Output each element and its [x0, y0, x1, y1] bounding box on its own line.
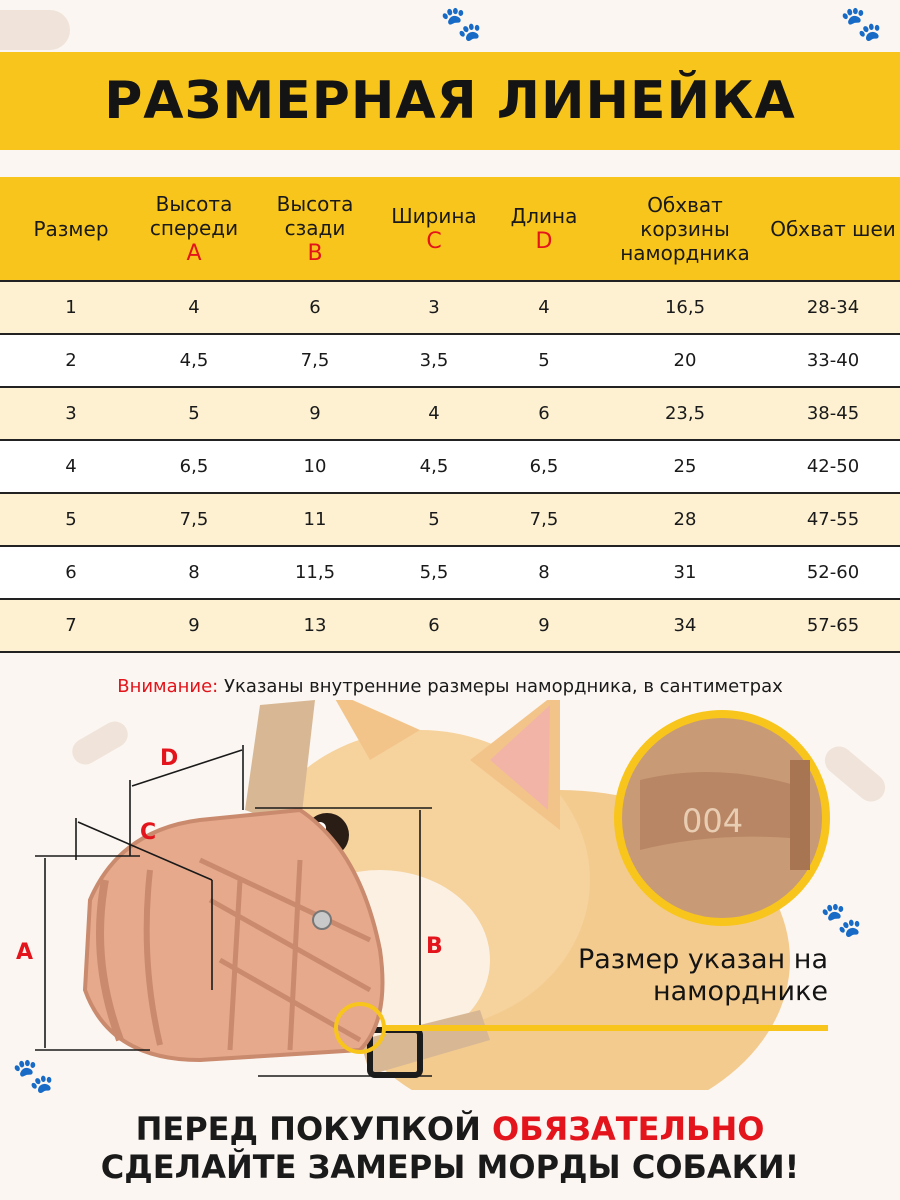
column-header-label: Ширина [391, 203, 477, 228]
table-cell: 6 [384, 599, 484, 652]
bone-icon [0, 10, 70, 50]
column-header [384, 177, 484, 281]
size-location-caption [578, 944, 828, 1008]
muzzle-diagram [0, 700, 900, 1090]
footer-line2: СДЕЛАЙТЕ ЗАМЕРЫ МОРДЫ СОБАКИ! [100, 1148, 800, 1186]
table-cell: 7 [0, 599, 142, 652]
table-cell: 4 [484, 281, 604, 334]
table-cell: 3 [384, 281, 484, 334]
footer-line1-start: ПЕРЕД ПОКУПКОЙ [135, 1110, 481, 1148]
column-header-label: Высота спереди [149, 191, 239, 240]
table-cell: 52-60 [766, 546, 900, 599]
size-caption-line2: наморднике [652, 976, 828, 1007]
column-header-letter: C [426, 228, 442, 254]
title-banner [0, 52, 900, 150]
table-cell: 34 [604, 599, 766, 652]
column-header-letter: D [535, 228, 553, 254]
paw-print-icon: 🐾 [820, 900, 863, 940]
table-row [0, 493, 900, 546]
column-header [0, 177, 142, 281]
page-title: РАЗМЕРНАЯ ЛИНЕЙКА [104, 71, 796, 131]
table-cell: 28 [604, 493, 766, 546]
table-cell: 16,5 [604, 281, 766, 334]
dimension-label-a: A [16, 940, 34, 965]
table-cell: 6,5 [142, 440, 246, 493]
table-header-row [0, 177, 900, 281]
table-cell: 10 [246, 440, 384, 493]
measure-reminder [0, 1110, 900, 1186]
table-cell: 1 [0, 281, 142, 334]
notice-text: Указаны внутренние размеры намордника, в сантиметрах [223, 676, 783, 697]
table-cell: 5 [384, 493, 484, 546]
table-cell: 5 [484, 334, 604, 387]
paw-print-icon: 🐾 [440, 4, 483, 44]
column-header-label: Размер [33, 216, 109, 241]
table-body [0, 281, 900, 652]
table-cell: 4,5 [384, 440, 484, 493]
table-row [0, 440, 900, 493]
table-cell: 9 [484, 599, 604, 652]
table-cell: 6 [484, 387, 604, 440]
column-header-label: Длина [510, 203, 578, 228]
column-header [246, 177, 384, 281]
table-cell: 7,5 [484, 493, 604, 546]
table-cell: 4 [384, 387, 484, 440]
column-header-label: Обхват корзины намордника [620, 192, 750, 265]
table-cell: 7,5 [246, 334, 384, 387]
table-cell: 9 [142, 599, 246, 652]
paw-print-icon: 🐾 [840, 4, 883, 44]
column-header [604, 177, 766, 281]
table-cell: 57-65 [766, 599, 900, 652]
table-cell: 47-55 [766, 493, 900, 546]
column-header-label: Высота сзади [276, 191, 354, 240]
column-header-letter: B [307, 240, 323, 266]
column-header [142, 177, 246, 281]
table-cell: 6,5 [484, 440, 604, 493]
table-cell: 38-45 [766, 387, 900, 440]
paw-print-icon: 🐾 [12, 1056, 55, 1096]
column-header [766, 177, 900, 281]
table-cell: 42-50 [766, 440, 900, 493]
column-header [484, 177, 604, 281]
table-cell: 5,5 [384, 546, 484, 599]
table-cell: 9 [246, 387, 384, 440]
table-row [0, 546, 900, 599]
table-cell: 4,5 [142, 334, 246, 387]
footer-line1-accent: ОБЯЗАТЕЛЬНО [492, 1110, 765, 1148]
table-cell: 8 [484, 546, 604, 599]
table-cell: 3 [0, 387, 142, 440]
table-cell: 8 [142, 546, 246, 599]
table-cell: 23,5 [604, 387, 766, 440]
table-cell: 7,5 [142, 493, 246, 546]
table-cell: 33-40 [766, 334, 900, 387]
table-row [0, 387, 900, 440]
dimension-label-b: B [426, 934, 443, 959]
table-row [0, 334, 900, 387]
table-cell: 6 [0, 546, 142, 599]
table-cell: 20 [604, 334, 766, 387]
table-cell: 28-34 [766, 281, 900, 334]
table-row [0, 281, 900, 334]
table-cell: 6 [246, 281, 384, 334]
table-cell: 4 [0, 440, 142, 493]
dimension-label-d: D [160, 746, 179, 771]
size-table [0, 177, 900, 653]
muzzle-size-marking: 004 [682, 802, 744, 840]
table-cell: 5 [142, 387, 246, 440]
column-header-label: Обхват шеи [770, 216, 896, 241]
table-cell: 11,5 [246, 546, 384, 599]
table-cell: 4 [142, 281, 246, 334]
table-cell: 3,5 [384, 334, 484, 387]
table-cell: 11 [246, 493, 384, 546]
column-header-letter: A [186, 240, 202, 266]
table-cell: 2 [0, 334, 142, 387]
table-cell: 31 [604, 546, 766, 599]
dimension-label-c: C [140, 820, 157, 845]
table-cell: 13 [246, 599, 384, 652]
table-cell: 5 [0, 493, 142, 546]
muzzle-closeup [618, 714, 826, 922]
size-caption-line1: Размер указан на [577, 944, 828, 975]
notice-warning: Внимание: [117, 676, 219, 697]
table-row [0, 599, 900, 652]
table-cell: 25 [604, 440, 766, 493]
measurement-notice [0, 676, 900, 697]
